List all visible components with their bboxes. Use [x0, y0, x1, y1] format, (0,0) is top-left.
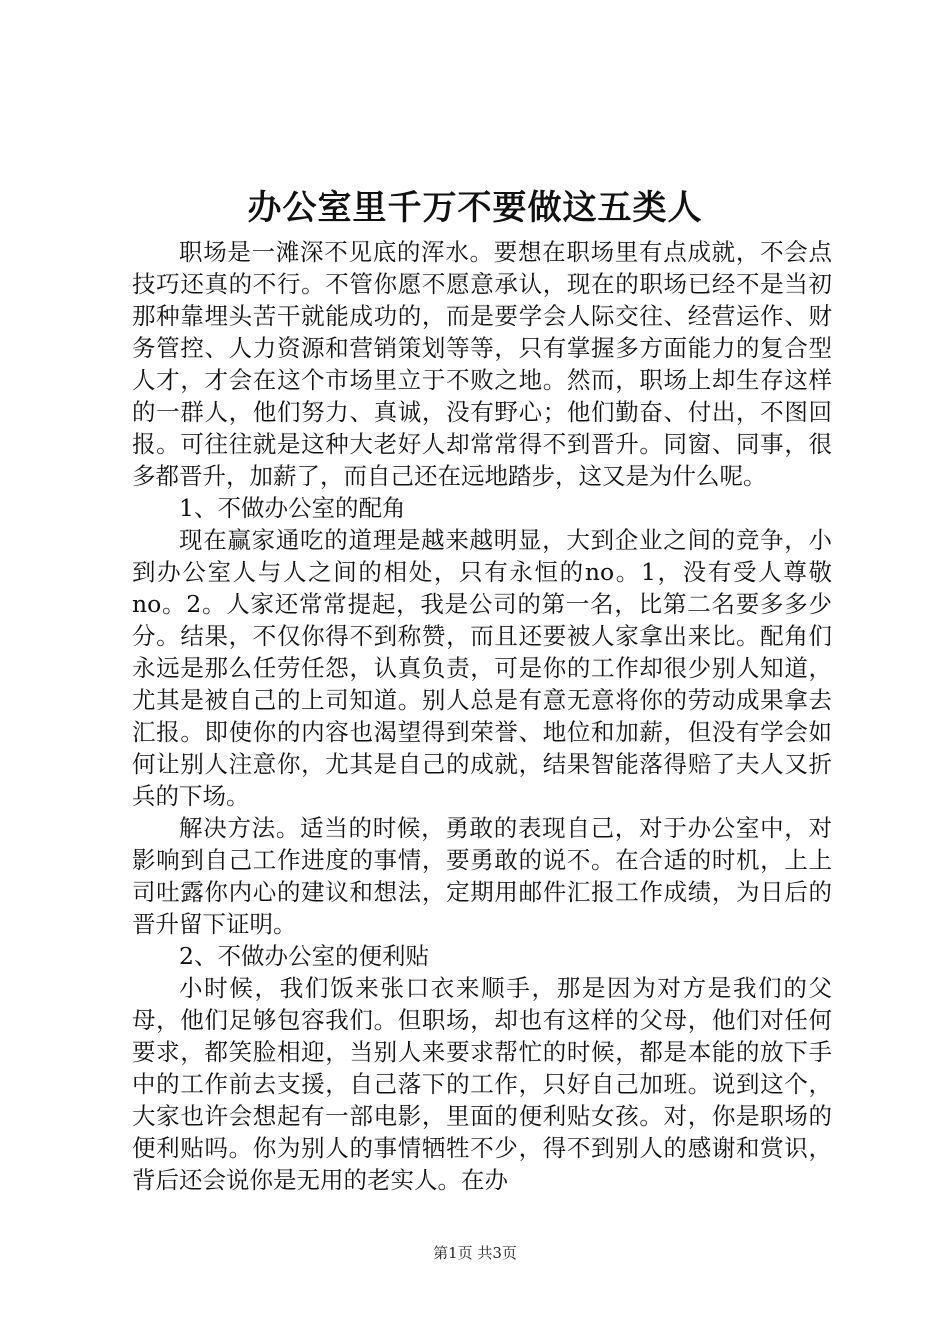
page-footer: 第1页 共3页: [433, 1244, 517, 1262]
section-heading-1: 1、不做办公室的配角: [179, 494, 406, 522]
paragraph-intro: 职场是一滩深不见底的浑水。要想在职场里有点成就，不会点技巧还真的不行。不管你愿不愿意承认，现在的职场已经不是当初那种靠埋头苦干就能成功的，而是要学会人际交往、经营运作、财务管控、人力资源和营销策划等等，只有掌握多方面能力的复合型人才，才会在这个市场里立于不败之地。然而，职场上却生存这样的一群人，他们努力、真诚，没有野心；他们勤奋、付出，不图回报。可往往就是这种大老好人却常常得不到晋升。同窗、同事，很多都晋升，加薪了，而自己还在远地踏步，这又是为什么呢。: [132, 238, 832, 490]
paragraph-section-2: 小时候，我们饭来张口衣来顺手，那是因为对方是我们的父母，他们足够包容我们。但职场，却也有这样的父母，他们对任何要求，都笑脸相迎，当别人来要求帮忙的时候，都是本能的放下手中的工作前去支援，自己落下的工作，只好自己加班。说到这个，大家也许会想起有一部电影，里面的便利贴女孩。对，你是职场的便利贴吗。你为别人的事情牺牲不少，得不到别人的感谢和赏识，背后还会说你是无用的老实人。在办: [132, 974, 832, 1194]
paragraph-solution: 解决方法。适当的时候，勇敢的表现自己，对于办公室中，对影响到自己工作进度的事情，要勇敢的说不。在合适的时机，上上司吐露你内心的建议和想法，定期用邮件汇报工作成绩，为日后的晋升留下证明。: [132, 814, 832, 938]
document-body: [132, 236, 832, 1196]
document-title: 办公室里千万不要做这五类人: [247, 188, 703, 228]
section-heading-2: 2、不做办公室的便利贴: [179, 942, 429, 970]
paragraph-section-1: 现在赢家通吃的道理是越来越明显，大到企业之间的竞争，小到办公室人与人之间的相处，只有永恒的no。1，没有受人尊敬no。2。人家还常常提起，我是公司的第一名，比第二名要多多少分。结果，不仅你得不到称赞，而且还要被人家拿出来比。配角们永远是那么任劳任怨，认真负责，可是你的工作却很少别人知道，尤其是被自己的上司知道。别人总是有意无意将你的劳动成果拿去汇报。即使你的内容也渴望得到荣誉、地位和加薪，但没有学会如何让别人注意你，尤其是自己的成就，结果智能落得赔了夫人又折兵的下场。: [132, 526, 832, 810]
